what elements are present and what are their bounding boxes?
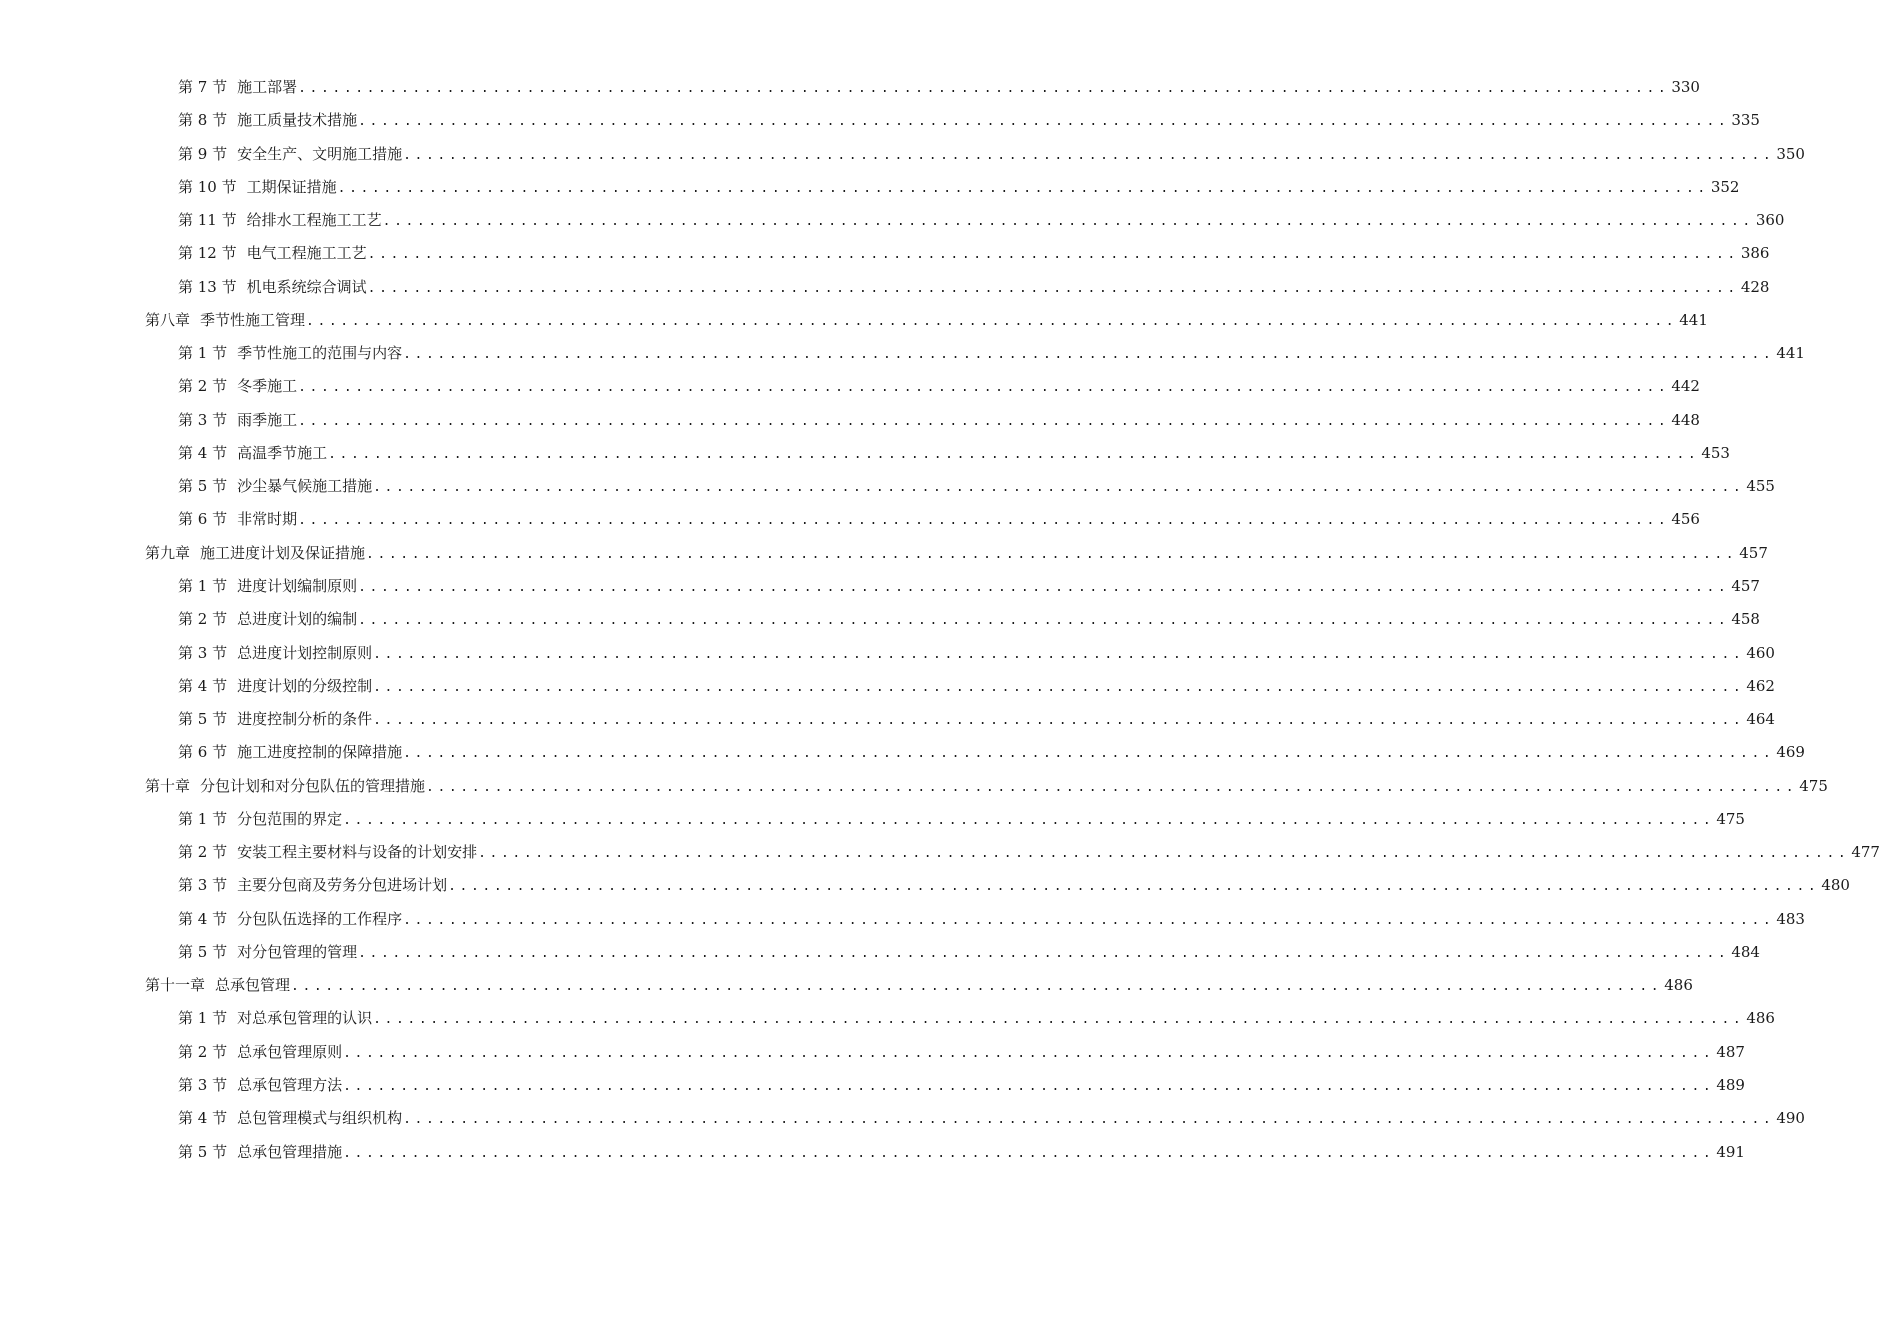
toc-entry-label: 第 7 节	[178, 78, 228, 96]
toc-entry-label: 第 4 节	[178, 1109, 228, 1128]
toc-section-entry[interactable]	[145, 375, 1700, 408]
dot-leader: ........................................................................................................................	[343, 1078, 1715, 1094]
dot-leader: ........................................................................................................................	[291, 979, 1663, 995]
toc-entry-label: 第 12 节	[178, 244, 237, 263]
toc-entry-page-number: 483	[1776, 909, 1805, 928]
toc-entry-page-number: 442	[1671, 377, 1700, 396]
toc-entry-label: 第 5 节	[178, 710, 228, 729]
dot-leader: ........................................................................................................................	[358, 114, 1730, 130]
toc-entry-page-number: 453	[1701, 443, 1730, 462]
dot-leader: ........................................................................................................................	[358, 613, 1730, 629]
dot-leader: ........................................................................................................................	[298, 513, 1670, 529]
toc-section-entry[interactable]	[145, 608, 1760, 641]
toc-entry-title: 进度控制分析的条件	[237, 710, 373, 729]
toc-entry-page-number: 462	[1746, 676, 1775, 695]
toc-entry-title: 施工进度控制的保障措施	[237, 743, 403, 762]
toc-entry-title: 分包计划和对分包队伍的管理措施	[200, 776, 426, 795]
toc-section-entry[interactable]	[145, 708, 1775, 741]
toc-entry-label: 第 4 节	[178, 443, 228, 462]
toc-chapter-entry[interactable]	[145, 542, 1768, 575]
toc-chapter-entry[interactable]	[145, 309, 1708, 342]
toc-entry-title: 高温季节施工	[237, 443, 328, 462]
toc-entry-page-number: 484	[1731, 942, 1760, 961]
toc-entry-label: 第 9 节	[178, 144, 228, 163]
toc-entry-title: 沙尘暴气候施工措施	[237, 477, 373, 496]
toc-section-entry[interactable]	[145, 508, 1700, 541]
toc-entry-page-number: 486	[1664, 976, 1693, 995]
toc-entry-label: 第 1 节	[178, 1009, 228, 1028]
toc-entry-label: 第十章	[145, 776, 191, 795]
toc-chapter-entry[interactable]	[145, 775, 1828, 808]
toc-entry-page-number: 455	[1746, 477, 1775, 496]
toc-entry-page-number: 330	[1671, 78, 1700, 96]
toc-entry-page-number: 475	[1716, 809, 1745, 828]
toc-section-entry[interactable]	[145, 276, 1770, 309]
toc-entry-label: 第九章	[145, 543, 191, 562]
dot-leader: ........................................................................................................................	[367, 247, 1739, 263]
dot-leader: ........................................................................................................................	[373, 480, 1745, 496]
dot-leader: ........................................................................................................................	[328, 446, 1700, 462]
toc-entry-page-number: 477	[1851, 843, 1880, 862]
toc-section-entry[interactable]	[145, 941, 1760, 974]
toc-entry-page-number: 352	[1710, 177, 1740, 196]
toc-entry-page-number: 458	[1731, 610, 1760, 629]
toc-entry-label: 第 3 节	[178, 1075, 228, 1094]
toc-entry-label: 第 2 节	[178, 1042, 228, 1061]
toc-section-entry[interactable]	[145, 475, 1775, 508]
toc-entry-label: 第 10 节	[178, 177, 237, 196]
toc-entry-page-number: 460	[1746, 643, 1775, 662]
toc-entry-page-number: 480	[1821, 876, 1850, 895]
toc-entry-page-number: 360	[1755, 211, 1785, 230]
dot-leader: ........................................................................................................................	[426, 779, 1798, 795]
toc-section-entry[interactable]	[145, 874, 1850, 907]
toc-entry-page-number: 428	[1740, 277, 1770, 296]
toc-entry-label: 第 3 节	[178, 410, 228, 429]
toc-entry-page-number: 448	[1671, 410, 1700, 429]
toc-entry-label: 第 13 节	[178, 277, 237, 296]
dot-leader: ........................................................................................................................	[403, 912, 1775, 928]
toc-entry-page-number: 456	[1671, 510, 1700, 529]
toc-section-entry[interactable]	[145, 442, 1730, 475]
toc-entry-label: 第 11 节	[178, 211, 237, 230]
toc-section-entry[interactable]	[145, 76, 1700, 109]
toc-entry-title: 机电系统综合调试	[246, 277, 367, 296]
dot-leader: ........................................................................................................................	[298, 81, 1670, 96]
toc-chapter-entry[interactable]	[145, 974, 1693, 1007]
dot-leader: ........................................................................................................................	[373, 1012, 1745, 1028]
toc-entry-title: 分包范围的界定	[237, 809, 343, 828]
toc-entry-title: 给排水工程施工工艺	[246, 211, 382, 230]
toc-entry-page-number: 464	[1746, 710, 1775, 729]
dot-leader: ........................................................................................................................	[343, 812, 1715, 828]
toc-entry-title: 总承包管理	[215, 976, 291, 995]
toc-entry-label: 第 5 节	[178, 1142, 228, 1161]
toc-entry-page-number: 490	[1776, 1109, 1805, 1128]
toc-entry-title: 进度计划的分级控制	[237, 676, 373, 695]
toc-entry-title: 进度计划编制原则	[237, 576, 358, 595]
dot-leader: ........................................................................................................................	[367, 280, 1739, 296]
toc-entry-title: 总进度计划的编制	[237, 610, 358, 629]
toc-entry-label: 第 4 节	[178, 676, 228, 695]
toc-entry-title: 总进度计划控制原则	[237, 643, 373, 662]
toc-entry-title: 分包队伍选择的工作程序	[237, 909, 403, 928]
toc-entry-label: 第 2 节	[178, 610, 228, 629]
dot-leader: ........................................................................................................................	[403, 347, 1775, 363]
toc-entry-label: 第十一章	[145, 976, 206, 995]
toc-entry-page-number: 457	[1731, 576, 1760, 595]
toc-entry-page-number: 486	[1746, 1009, 1775, 1028]
toc-entry-title: 季节性施工的范围与内容	[237, 344, 403, 363]
dot-leader: ........................................................................................................................	[358, 945, 1730, 961]
dot-leader: ........................................................................................................................	[343, 1145, 1715, 1161]
toc-section-entry[interactable]	[145, 808, 1745, 841]
toc-section-entry[interactable]	[145, 1107, 1805, 1140]
toc-entry-title: 工期保证措施	[246, 177, 337, 196]
toc-section-entry[interactable]	[145, 109, 1760, 142]
toc-section-entry[interactable]	[145, 143, 1805, 176]
toc-entry-title: 总承包管理原则	[237, 1042, 343, 1061]
toc-section-entry[interactable]	[145, 242, 1770, 275]
toc-entry-label: 第 3 节	[178, 643, 228, 662]
dot-leader: ........................................................................................................................	[403, 746, 1775, 762]
toc-entry-title: 施工部署	[237, 78, 298, 96]
dot-leader: ........................................................................................................................	[298, 413, 1670, 429]
toc-entry-title: 季节性施工管理	[200, 310, 306, 329]
toc-section-entry[interactable]	[145, 342, 1805, 375]
toc-section-entry[interactable]	[145, 841, 1880, 874]
dot-leader: ........................................................................................................................	[382, 214, 1754, 230]
toc-section-entry[interactable]	[145, 1074, 1745, 1107]
dot-leader: ........................................................................................................................	[403, 1112, 1775, 1128]
toc-entry-page-number: 491	[1716, 1142, 1745, 1161]
toc-entry-page-number: 441	[1776, 344, 1805, 363]
toc-section-entry[interactable]	[145, 176, 1740, 209]
toc-section-entry[interactable]	[145, 209, 1785, 242]
toc-entry-page-number: 469	[1776, 743, 1805, 762]
toc-entry-title: 电气工程施工工艺	[246, 244, 367, 263]
toc-entry-label: 第 6 节	[178, 510, 228, 529]
toc-entry-label: 第 1 节	[178, 576, 228, 595]
toc-entry-title: 非常时期	[237, 510, 298, 529]
dot-leader: ........................................................................................................................	[373, 679, 1745, 695]
toc-entry-label: 第 5 节	[178, 477, 228, 496]
toc-section-entry[interactable]	[145, 1041, 1745, 1074]
toc-entry-page-number: 457	[1739, 543, 1768, 562]
toc-section-entry[interactable]	[145, 575, 1760, 608]
toc-entry-title: 对总承包管理的认识	[237, 1009, 373, 1028]
toc-entry-title: 冬季施工	[237, 377, 298, 396]
toc-entry-title: 安装工程主要材料与设备的计划安排	[237, 843, 478, 862]
toc-entry-title: 总包管理模式与组织机构	[237, 1109, 403, 1128]
toc-entry-label: 第 2 节	[178, 843, 228, 862]
dot-leader: ........................................................................................................................	[366, 546, 1738, 562]
dot-leader: ........................................................................................................................	[478, 846, 1850, 862]
toc-entry-label: 第 8 节	[178, 111, 228, 130]
toc-section-entry[interactable]	[145, 675, 1775, 708]
toc-entry-page-number: 386	[1740, 244, 1770, 263]
dot-leader: ........................................................................................................................	[373, 646, 1745, 662]
toc-entry-page-number: 335	[1731, 111, 1760, 130]
toc-section-entry[interactable]	[145, 741, 1805, 774]
toc-entry-page-number: 441	[1679, 310, 1708, 329]
toc-section-entry[interactable]	[145, 642, 1775, 675]
dot-leader: ........................................................................................................................	[373, 713, 1745, 729]
toc-entry-label: 第 1 节	[178, 809, 228, 828]
dot-leader: ........................................................................................................................	[448, 879, 1820, 895]
dot-leader: ........................................................................................................................	[337, 180, 1709, 196]
dot-leader: ........................................................................................................................	[358, 579, 1730, 595]
dot-leader: ........................................................................................................................	[298, 380, 1670, 396]
toc-entry-title: 雨季施工	[237, 410, 298, 429]
toc-entry-label: 第 3 节	[178, 876, 228, 895]
toc-entry-page-number: 350	[1776, 144, 1805, 163]
toc-entry-title: 施工质量技术措施	[237, 111, 358, 130]
table-of-contents	[145, 76, 1880, 1174]
toc-entry-label: 第 2 节	[178, 377, 228, 396]
toc-entry-page-number: 487	[1716, 1042, 1745, 1061]
toc-entry-title: 总承包管理方法	[237, 1075, 343, 1094]
dot-leader: ........................................................................................................................	[343, 1045, 1715, 1061]
toc-entry-title: 对分包管理的管理	[237, 942, 358, 961]
toc-entry-title: 总承包管理措施	[237, 1142, 343, 1161]
toc-section-entry[interactable]	[145, 1141, 1745, 1174]
toc-entry-page-number: 489	[1716, 1075, 1745, 1094]
toc-entry-page-number: 475	[1799, 776, 1828, 795]
toc-entry-label: 第 5 节	[178, 942, 228, 961]
dot-leader: ........................................................................................................................	[306, 313, 1678, 329]
toc-entry-title: 安全生产、文明施工措施	[237, 144, 403, 163]
toc-entry-label: 第 1 节	[178, 344, 228, 363]
toc-entry-label: 第 6 节	[178, 743, 228, 762]
toc-entry-title: 施工进度计划及保证措施	[200, 543, 366, 562]
dot-leader: ........................................................................................................................	[403, 147, 1775, 163]
toc-section-entry[interactable]	[145, 1007, 1775, 1040]
toc-section-entry[interactable]	[145, 409, 1700, 442]
toc-section-entry[interactable]	[145, 908, 1805, 941]
toc-entry-label: 第 4 节	[178, 909, 228, 928]
toc-entry-title: 主要分包商及劳务分包进场计划	[237, 876, 448, 895]
toc-entry-label: 第八章	[145, 310, 191, 329]
